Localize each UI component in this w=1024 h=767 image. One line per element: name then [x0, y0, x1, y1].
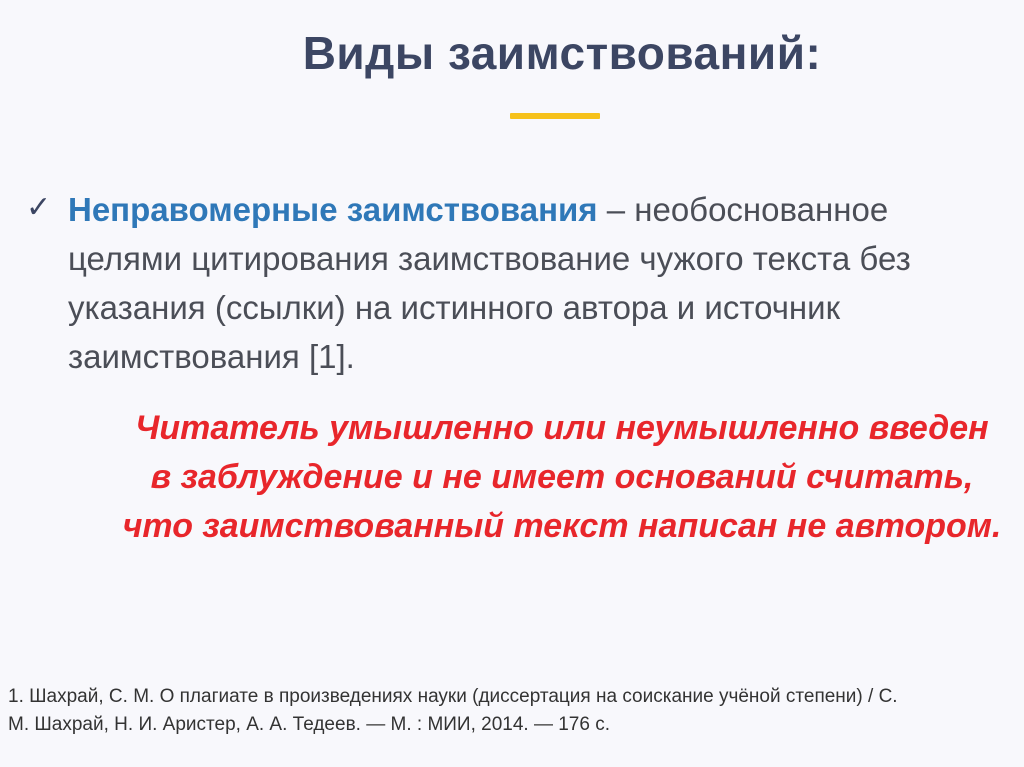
footnote	[8, 683, 1024, 739]
bullet-text	[68, 185, 1024, 381]
quote-line-1: Читатель умышленно или неумышленно введен	[135, 409, 989, 447]
footnote-line-2: М. Шахрай, Н. И. Аристер, А. А. Тедеев. — М. : МИИ, 2014. — 176 с.	[8, 714, 610, 735]
quote-line-2: в заблуждение и не имеет оснований считать,	[150, 458, 974, 496]
quote-line-3: что заимствованный текст написан не автором.	[122, 507, 1002, 545]
title-underline	[510, 113, 600, 119]
bullet-line-2: целями цитирования заимствование чужого текста без	[68, 240, 911, 277]
bullet-term: Неправомерные заимствования	[68, 191, 598, 228]
highlight-quote	[0, 404, 1024, 551]
slide-title: Виды заимствований:	[302, 27, 822, 79]
bullet-line-4: заимствования [1].	[68, 338, 355, 375]
bullet-line-3: указания (ссылки) на истинного автора и источник	[68, 289, 841, 326]
checkmark-icon: ✓	[26, 191, 52, 224]
bullet-line-1	[68, 185, 1024, 234]
bullet-line-1-rest: – необоснованное	[597, 191, 889, 228]
footnote-line-1: 1. Шахрай, С. М. О плагиате в произведениях науки (диссертация на соискание учёной степени) / С.	[8, 686, 898, 707]
bullet-item	[20, 185, 1024, 381]
